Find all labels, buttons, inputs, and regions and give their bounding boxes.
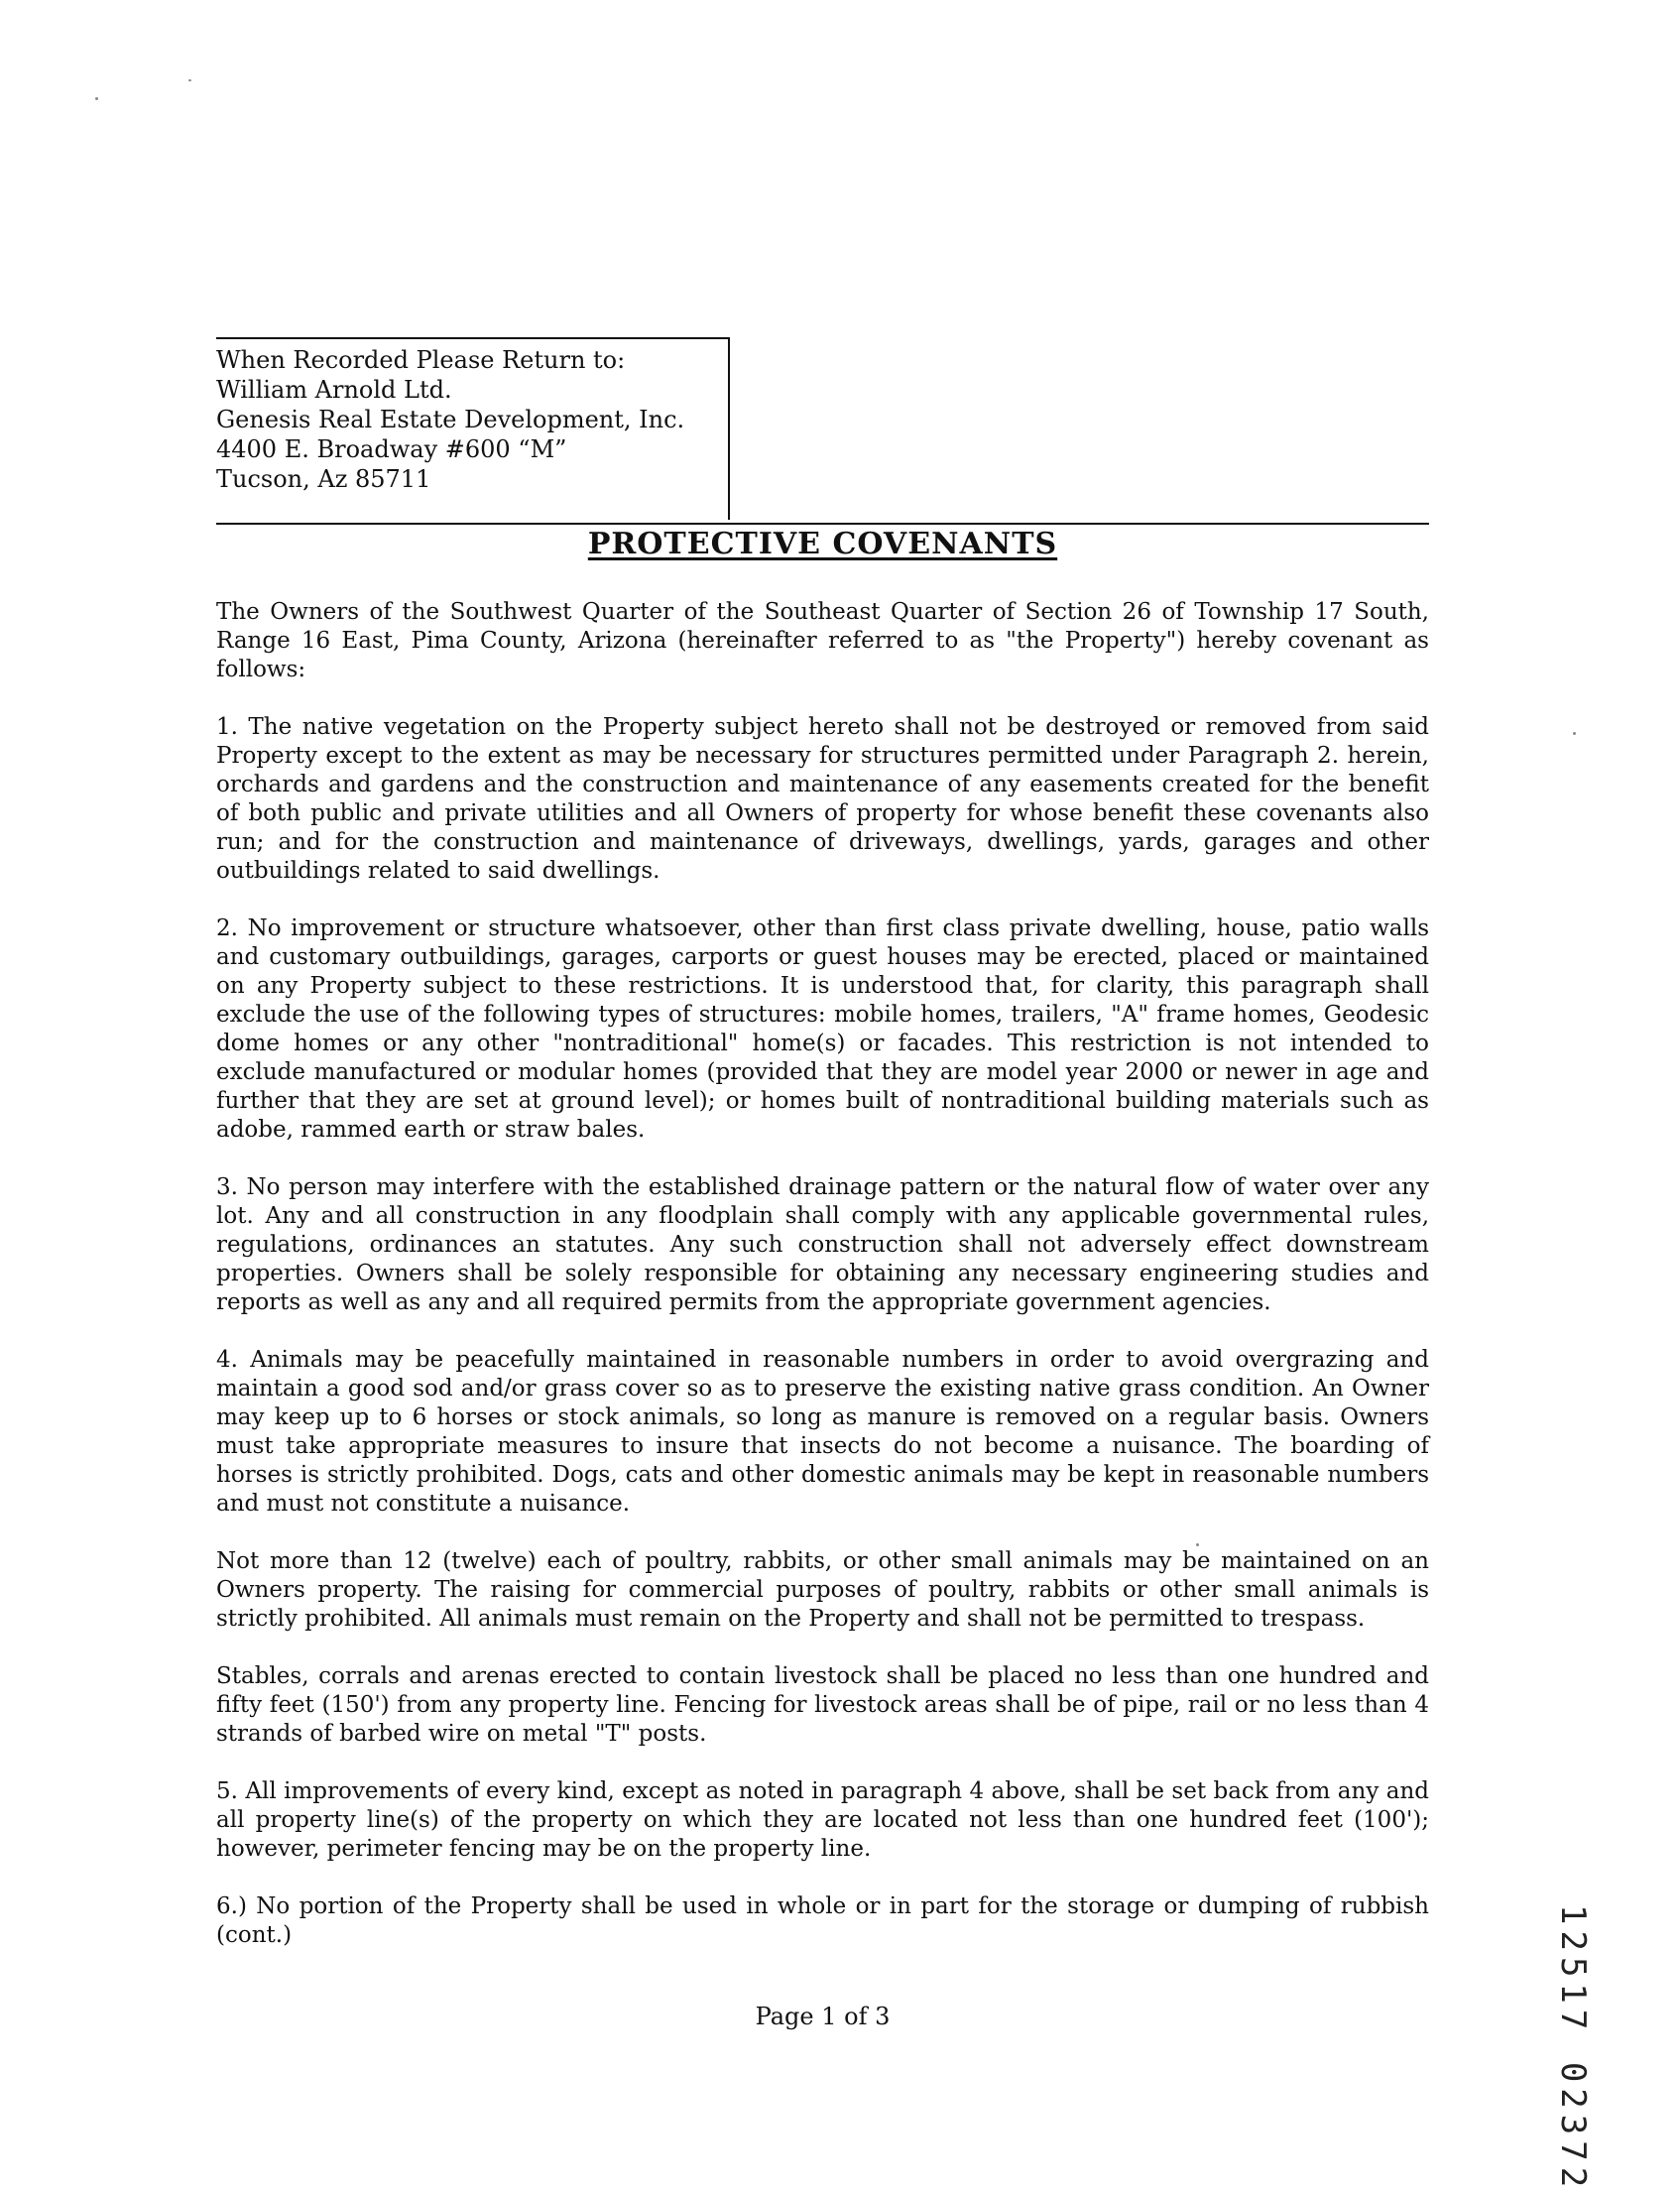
recording-stamp: 12517 02372 <box>1553 1904 1593 2193</box>
return-address-box <box>216 337 730 520</box>
intro-paragraph: The Owners of the Southwest Quarter of the Southeast Quarter of Section 26 of Township 17 South, Range 16 East, Pima County, Arizona (hereinafter referred to as "the Property") hereby covenant as follows: <box>216 599 1429 682</box>
covenant-paragraph-6: 6.) No portion of the Property shall be used in whole or in part for the storage or dumping of rubbish (cont.) <box>216 1893 1429 1948</box>
covenant-paragraph-2: 2. No improvement or structure whatsoever, other than first class private dwelling, house, patio walls and customary outbuildings, garages, carports or guest houses may be erected, placed or maintained on any Property subject to these restrictions. It is understood that, for clarity, this paragraph shall exclude the use of the following types of structures: mobile homes, trailers, "A" frame homes, Geodesic dome homes or any other "nontraditional" home(s) or facades. This restriction is not intended to exclude manufactured or modular homes (provided that they are model year 2000 or newer in age and further that they are set at ground level); or homes built of nontraditional building materials such as adobe, rammed earth or straw bales. <box>216 915 1429 1143</box>
return-line-heading: When Recorded Please Return to: <box>216 346 626 374</box>
scan-speck <box>95 97 98 100</box>
page-number: Page 1 of 3 <box>755 2003 891 2030</box>
covenant-paragraph-4-stables: Stables, corrals and arenas erected to contain livestock shall be placed no less than one hundred and fifty feet (150') from any property line. Fencing for livestock areas shall be of pipe, rail or no less than 4 strands of barbed wire on metal "T" posts. <box>216 1663 1429 1747</box>
return-line-company: William Arnold Ltd. <box>216 376 452 404</box>
scan-speck <box>1196 1543 1199 1546</box>
scan-speck <box>188 79 191 81</box>
return-line-street: 4400 E. Broadway #600 “M” <box>216 435 567 463</box>
document-title-text: PROTECTIVE COVENANTS <box>587 527 1058 561</box>
scan-speck <box>1573 732 1576 735</box>
covenants-body <box>216 598 1429 1979</box>
header-divider <box>216 523 1429 525</box>
return-line-city: Tucson, Az 85711 <box>216 465 431 493</box>
covenant-paragraph-1: 1. The native vegetation on the Property subject hereto shall not be destroyed or removed from said Property except to the extent as may be necessary for structures permitted under Paragraph 2. herein, orchards and gardens and the construction and maintenance of any easements created for the benefit of both public and private utilities and all Owners of property for whose benefit these covenants also run; and for the construction and maintenance of driveways, dwellings, yards, garages and other outbuildings related to said dwellings. <box>216 714 1429 884</box>
covenant-paragraph-4-poultry: Not more than 12 (twelve) each of poultry, rabbits, or other small animals may be maintained on an Owners property. The raising for commercial purposes of poultry, rabbits or other small animals is strictly prohibited. All animals must remain on the Property and shall not be permitted to trespass. <box>216 1548 1429 1632</box>
covenant-paragraph-4: 4. Animals may be peacefully maintained in reasonable numbers in order to avoid overgrazing and maintain a good sod and/or grass cover so as to preserve the existing native grass condition. An Owner may keep up to 6 horses or stock animals, so long as manure is removed on a regular basis. Owners must take appropriate measures to insure that insects do not become a nuisance. The boarding of horses is strictly prohibited. Dogs, cats and other domestic animals may be kept in reasonable numbers and must not constitute a nuisance. <box>216 1347 1429 1517</box>
covenant-paragraph-3: 3. No person may interfere with the established drainage pattern or the natural flow of water over any lot. Any and all construction in any floodplain shall comply with any applicable governmental rules, regulations, ordinances an statutes. Any such construction shall not adversely effect downstream properties. Owners shall be solely responsible for obtaining any necessary engineering studies and reports as well as any and all required permits from the appropriate government agencies. <box>216 1174 1429 1315</box>
return-line-developer: Genesis Real Estate Development, Inc. <box>216 406 685 433</box>
document-title <box>216 526 1429 563</box>
covenant-paragraph-5: 5. All improvements of every kind, except as noted in paragraph 4 above, shall be set back from any and all property line(s) of the property on which they are located not less than one hundred feet (100'); however, perimeter fencing may be on the property line. <box>216 1778 1429 1862</box>
